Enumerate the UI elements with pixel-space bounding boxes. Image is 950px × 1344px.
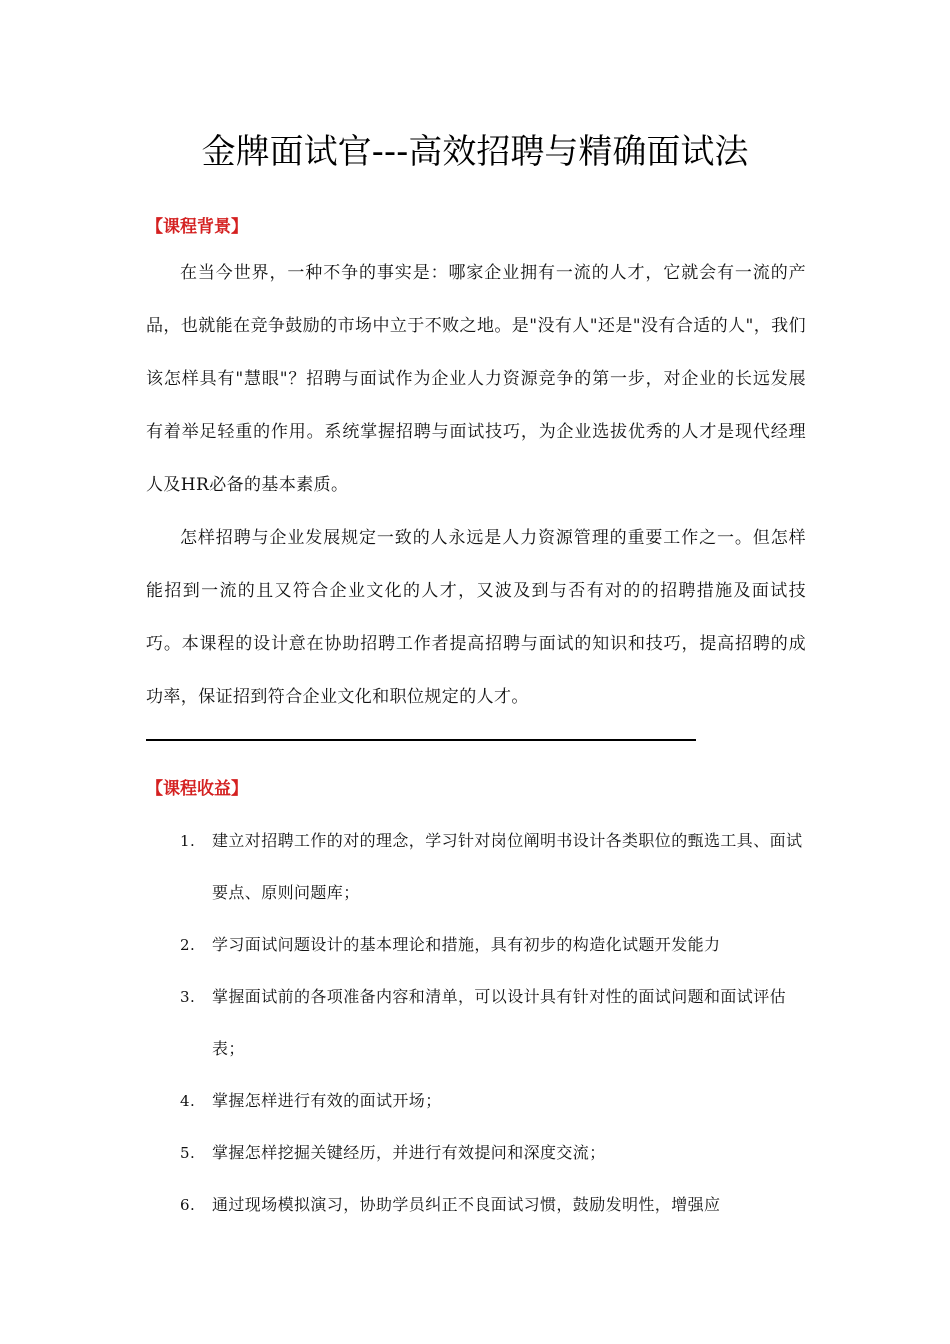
benefit-number: 5.	[180, 1144, 196, 1162]
benefit-item-4	[146, 1075, 816, 1127]
document-title: 金牌面试官---高效招聘与精确面试法	[201, 132, 749, 172]
section-divider	[146, 739, 696, 741]
benefits-heading: 【课程收益】	[146, 779, 248, 799]
benefits-list	[146, 815, 816, 1231]
benefit-item-6	[146, 1179, 816, 1231]
benefit-number: 3.	[180, 988, 196, 1006]
benefit-text: 建立对招聘工作的对的理念，学习针对岗位阐明书设计各类职位的甄选工具、面试要点、原则问题库；	[212, 831, 803, 902]
benefit-number: 2.	[180, 936, 196, 954]
benefit-number: 6.	[180, 1196, 196, 1214]
benefit-text: 掌握怎样进行有效的面试开场；	[212, 1091, 442, 1110]
benefit-number: 4.	[180, 1092, 196, 1110]
background-heading: 【课程背景】	[146, 217, 248, 237]
background-paragraph-1: 在当今世界，一种不争的事实是：哪家企业拥有一流的人才，它就会有一流的产品，也就能在竞争鼓励的市场中立于不败之地。是"没有人"还是"没有合适的人"，我们该怎样具有"慧眼"？招聘与面试作为企业人力资源竞争的第一步，对企业的长远发展有着举足轻重的作用。系统掌握招聘与面试技巧，为企业选拔优秀的人才是现代经理人及HR必备的基本素质。	[146, 263, 806, 495]
benefit-text: 通过现场模拟演习，协助学员纠正不良面试习惯，鼓励发明性，增强应	[212, 1195, 721, 1214]
benefit-item-1	[146, 815, 816, 919]
background-paragraph-2: 怎样招聘与企业发展规定一致的人永远是人力资源管理的重要工作之一。但怎样能招到一流的且又符合企业文化的人才，又波及到与否有对的的招聘措施及面试技巧。本课程的设计意在协助招聘工作者提高招聘与面试的知识和技巧，提高招聘的成功率，保证招到符合企业文化和职位规定的人才。	[146, 528, 806, 707]
benefit-text: 掌握怎样挖掘关键经历，并进行有效提问和深度交流；	[212, 1143, 606, 1162]
benefit-item-3	[146, 971, 816, 1075]
benefit-item-5	[146, 1127, 816, 1179]
benefit-number: 1.	[180, 832, 196, 850]
benefit-text: 学习面试问题设计的基本理论和措施，具有初步的构造化试题开发能力	[212, 935, 721, 954]
benefit-item-2	[146, 919, 816, 971]
benefit-text: 掌握面试前的各项准备内容和清单，可以设计具有针对性的面试问题和面试评估表；	[212, 987, 787, 1058]
